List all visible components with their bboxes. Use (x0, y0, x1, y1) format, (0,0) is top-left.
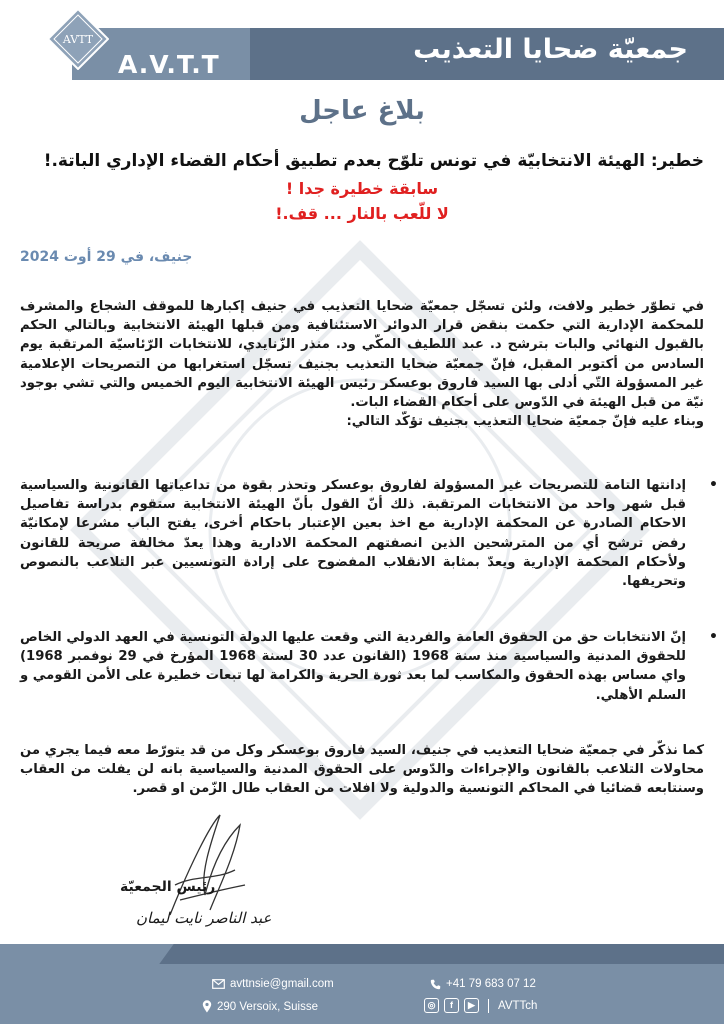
paragraph-point-2 (20, 628, 718, 705)
page-title: بلاغ عاجل (299, 96, 425, 126)
signature-name: عبد الناصر نايت ليمان (136, 909, 272, 927)
alert-subheadline-1: سابقة خطيرة جدا ! (285, 179, 439, 198)
location-icon (202, 1000, 212, 1013)
org-name: جمعيّة ضحايا التعذيب (413, 34, 688, 65)
alert-subheadline-2: لا للّعب بالنار ... قف.! (275, 204, 449, 223)
facebook-icon[interactable]: f (444, 998, 459, 1013)
paragraph-intro-text: في تطوّر خطير ولافت، ولئن تسجّل جمعيّة ضحايا التعذيب في جنيف إكبارها للموقف الشجاع والمشرف للمحكمة الإدارية التي حكمت بنقض قرار الدوائر الاستئنافية ومن قبلها الهيئة الانتخابية وبالتالي الحكم بالقبول النهائي والبات بترشح د. عبد اللطيف المكّي ود. منذر الزّنايدي، للانتخابات الرّئاسيّة المرتقبة يوم السادس من أكتوبر المقبل، فإنّ جمعيّة ضحايا التعذيب بجنيف تسجّل استغرابها من التصريحات الإعلامية غير المسؤولة التّي أدلى بها السيد فاروق بوعسكر رئيس الهيئة الانتخابية اليوم الخميس والتي تشي بوجود نيّة من قبل الهيئة في الدّوس على أحكام القضاء البات. (20, 299, 704, 411)
headline: خطير: الهيئة الانتخابيّة في تونس تلوّح بعدم تطبيق أحكام القضاء الإداري الباتة.! (43, 151, 704, 171)
paragraph-intro-tail: وبناء عليه فإنّ جمعيّة ضحايا التعذيب بجنيف تؤكّد التالي: (346, 414, 704, 430)
date-line: جنيف، في 29 أوت 2024 (20, 249, 193, 265)
instagram-icon[interactable]: ◎ (424, 998, 439, 1013)
footer-email-text[interactable]: avttnsie@gmail.com (230, 978, 334, 990)
paragraph-point-2-text: إنّ الانتخابات حق من الحقوق العامة والفردية التي وقعت عليها الدولة التونسية في العهد الدولي الخاص للحقوق المدنية والسياسية منذ سنة 1968 (القانون عدد 30 لسنة 1968 المؤرخ في 29 نوفمبر 1968) واي مساس بهذه الحقوق والمكاسب لما بعد ثورة الحرية والكرامة لها تبعات خطيرة على الأمن القومي و السلم الأهلي. (20, 630, 687, 703)
footer-address (202, 1000, 318, 1013)
logo-diamond-icon (47, 8, 109, 70)
footer-phone-text[interactable]: +41 79 683 07 12 (446, 978, 536, 990)
signature-title: رئيس الجمعيّة (120, 879, 216, 895)
paragraph-intro (20, 297, 704, 431)
footer-address-text: 290 Versoix, Suisse (217, 1000, 319, 1013)
youtube-icon[interactable]: ▶ (464, 998, 479, 1013)
org-acronym: A.V.T.T (118, 50, 220, 79)
mail-icon (212, 979, 225, 989)
footer-email[interactable] (212, 978, 334, 990)
bullet-icon: • (709, 477, 718, 493)
header (0, 0, 724, 92)
bullet-icon: • (709, 629, 718, 645)
footer-social-handle[interactable]: AVTTch (498, 999, 538, 1012)
footer (0, 964, 724, 1024)
paragraph-point-1-text: إدانتها التامة للتصريحات غير المسؤولة لفاروق بوعسكر وتحذر بقوة من تداعياتها القانونية والسياسية قبل شهر واحد من الانتخابات المرتقبة. ذلك أنّ القول بأنّ الهيئة الانتخابية ستقوم بدراسة تفاصيل الاحكام الصادرة عن المحكمة الإدارية مع اخذ بعين الإعتبار باحكام أخرى، يفتح الباب مشرعا لإمكانيّة رفض ترشح أي من المترشحين الذين انصفتهم المحكمة الادارية وهذا يعدّ مخالفة صريحة للقانون ولأحكام المحكمة الإدارية ويعدّ بمثابة الانقلاب المفضوح على إرادة التونسيين عبر التلاعب بالنصوص وتحريفها. (20, 478, 686, 590)
paragraph-point-1 (20, 476, 718, 591)
phone-icon (430, 979, 441, 990)
footer-divider (488, 999, 489, 1013)
logo-text: AVTT (62, 33, 94, 46)
paragraph-closing: كما نذكّر في جمعيّة ضحايا التعذيب في جنيف، السيد فاروق بوعسكر وكل من قد يتورّط معه فيما يجري من محاولات التلاعب بالقانون والإجراءات والدّوس على الحقوق المدنية والسياسية بانه لن يفلت من العقاب وسنتابعه قضائيا في المحاكم التونسية والدولية ولا افلات من العقاب طال الزّمن او قصر. (20, 743, 704, 797)
footer-phone[interactable] (430, 978, 536, 990)
footer-social (424, 998, 537, 1013)
